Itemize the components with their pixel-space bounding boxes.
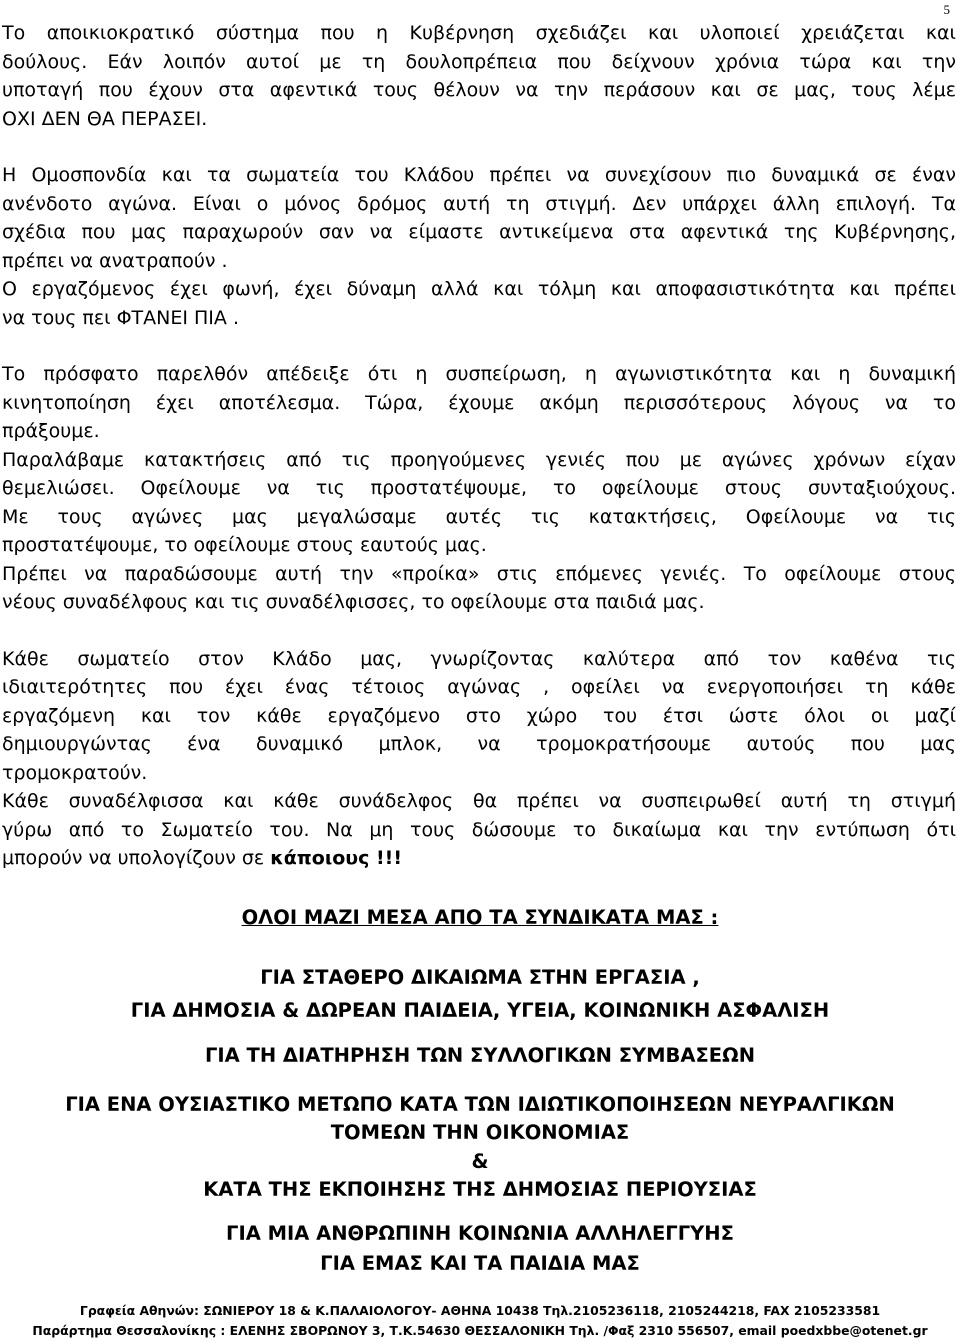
text-line: υποταγή που έχουν στα αφεντικά τους θέλουν να την περάσουν και σε μας, τους λέμε	[2, 79, 956, 101]
text-line: εργαζόμενη και τον κάθε εργαζόμενο στο χώρο του έτσι ώστε όλοι οι μαζί	[2, 704, 956, 727]
text-line: θεμελιώσει. Οφείλουμε να τις προστατέψουμε, το οφείλουμε στους συνταξιούχους.	[2, 477, 956, 499]
text-line: πρέπει να ανατραπούν .	[2, 249, 228, 272]
text-line: πράξουμε.	[2, 420, 100, 442]
slogan-line: ΓΙΑ ΜΙΑ ΑΝΘΡΩΠΙΝΗ ΚΟΙΝΩΝΙΑ ΑΛΛΗΛΕΓΓΥΗΣ	[226, 1222, 734, 1245]
footer-address-athens: Γραφεία Αθηνών: ΣΩΝΙΕΡΟΥ 18 & Κ.ΠΑΛΑΙΟΛΟΓΟΥ- ΑΘΗΝΑ 10438 Τηλ.2105236118, 2105244218, FAX 2105233581	[79, 1303, 881, 1318]
text-line: να τους πει ΦΤΑΝΕΙ ΠΙΑ .	[2, 306, 239, 329]
text-line: ανένδοτο αγώνα. Είναι ο μόνος δρόμος αυτή τη στιγμή. Δεν υπάρχει άλλη επιλογή. Τα	[2, 192, 956, 215]
text-line: σχέδια που μας παραχωρούν σαν να είμαστε αντικείμενα στα αφεντικά της Κυβέρνησης,	[2, 221, 956, 243]
text-line: ΟΧΙ ΔΕΝ ΘΑ ΠΕΡΑΣΕΙ.	[2, 107, 208, 130]
slogan-heading: ΟΛΟΙ ΜΑΖΙ ΜΕΣΑ ΑΠΟ ΤΑ ΣΥΝΔΙΚΑΤΑ ΜΑΣ :	[241, 906, 719, 929]
text-line: Κάθε συναδέλφισσα και κάθε συνάδελφος θα πρέπει να συσπειρωθεί αυτή τη στιγμή	[2, 790, 956, 812]
paragraph-3	[2, 360, 956, 617]
slogan-line: ΚΑΤΑ ΤΗΣ ΕΚΠΟΙΗΣΗΣ ΤΗΣ ΔΗΜΟΣΙΑΣ ΠΕΡΙΟΥΣΙΑΣ	[203, 1178, 757, 1201]
footer-address-thessaloniki: Παράρτημα Θεσσαλονίκης : ΕΛΕΝΗΣ ΣΒΟΡΩΝΟΥ 3, Τ.Κ.54630 ΘΕΣΣΑΛΟΝΙΚΗ Τηλ. /Φαξ 2310 556507, email poedxbbe@otenet.gr	[32, 1323, 928, 1338]
text-line: κινητοποίηση έχει αποτέλεσμα. Τώρα, έχουμε ακόμη περισσότερους λόγους να το	[2, 391, 956, 414]
text-line: Με τους αγώνες μας μεγαλώσαμε αυτές τις κατακτήσεις, Οφείλουμε να τις	[2, 505, 956, 528]
emphasis-text: κάποιους !!!	[270, 847, 403, 869]
text-line	[2, 844, 956, 873]
slogan-line: ΓΙΑ ΕΝΑ ΟΥΣΙΑΣΤΙΚΟ ΜΕΤΩΠΟ ΚΑΤΑ ΤΩΝ ΙΔΙΩΤΙΚΟΠΟΙΗΣΕΩΝ ΝΕΥΡΑΛΓΙΚΩΝ	[65, 1093, 895, 1116]
text-line: προστατέψουμε, το οφείλουμε στους εαυτούς μας.	[2, 534, 487, 556]
text-line: Παραλάβαμε κατακτήσεις από τις προηγούμενες γενιές που με αγώνες χρόνων είχαν	[2, 448, 956, 471]
slogan-line: ΓΙΑ ΣΤΑΘΕΡΟ ΔΙΚΑΙΩΜΑ ΣΤΗΝ ΕΡΓΑΣΙΑ ,	[260, 966, 700, 989]
paragraph-4	[2, 645, 956, 873]
slogan-line: &	[471, 1150, 489, 1173]
slogan-line: ΤΟΜΕΩΝ ΤΗΝ ΟΙΚΟΝΟΜΙΑΣ	[330, 1121, 630, 1144]
slogan-line: ΓΙΑ ΕΜΑΣ ΚΑΙ ΤΑ ΠΑΙΔΙΑ ΜΑΣ	[320, 1252, 640, 1275]
slogan-line: ΓΙΑ ΤΗ ΔΙΑΤΗΡΗΣΗ ΤΩΝ ΣΥΛΛΟΓΙΚΩΝ ΣΥΜΒΑΣΕΩΝ	[204, 1044, 756, 1067]
paragraph-1	[2, 19, 956, 133]
text-line: ιδιαιτερότητες που έχει ένας τέτοιος αγώνας , οφείλει να ενεργοποιήσει τη κάθε	[2, 676, 956, 698]
text-line: νέους συναδέλφους και τις συναδέλφισσες, το οφείλουμε στα παιδιά μας.	[2, 591, 705, 613]
paragraph-2	[2, 161, 956, 332]
text-line: γύρω από το Σωματείο του. Να μη τους δώσουμε το δικαίωμα και την εντύπωση ότι	[2, 818, 956, 841]
text-line: Το αποικιοκρατικό σύστημα που η Κυβέρνηση σχεδιάζει και υλοποιεί χρειάζεται και	[2, 22, 956, 44]
slogan-line: ΓΙΑ ΔΗΜΟΣΙΑ & ΔΩΡΕΑΝ ΠΑΙΔΕΙΑ, ΥΓΕΙΑ, ΚΟΙΝΩΝΙΚΗ ΑΣΦΑΛΙΣΗ	[130, 999, 830, 1022]
text-line: τρομοκρατούν.	[2, 761, 148, 784]
text-line: δημιουργώντας ένα δυναμικό μπλοκ, να τρομοκρατήσουμε αυτούς που μας	[2, 733, 956, 755]
text-line: Ο εργαζόμενος έχει φωνή, έχει δύναμη αλλά και τόλμη και αποφασιστικότητα και πρέπει	[2, 278, 956, 300]
text-line: Κάθε σωματείο στον Κλάδο μας, γνωρίζοντας καλύτερα από τον καθένα τις	[2, 647, 956, 670]
body-text	[2, 19, 956, 873]
text-line: Το πρόσφατο παρελθόν απέδειξε ότι η συσπείρωση, η αγωνιστικότητα και η δυναμική	[2, 363, 956, 385]
text-line: Η Ομοσπονδία και τα σωματεία του Κλάδου πρέπει να συνεχίσουν πιο δυναμικά σε έναν	[2, 164, 956, 186]
text-line: δούλους. Εάν λοιπόν αυτοί με τη δουλοπρέπεια που δείχνουν χρόνια τώρα και την	[2, 50, 956, 73]
text-segment: μπορούν να υπολογίζουν σε	[2, 847, 271, 869]
page-number: 5	[943, 2, 950, 17]
text-line: Πρέπει να παραδώσουμε αυτή την «προίκα» στις επόμενες γενιές. Το οφείλουμε στους	[2, 562, 956, 585]
